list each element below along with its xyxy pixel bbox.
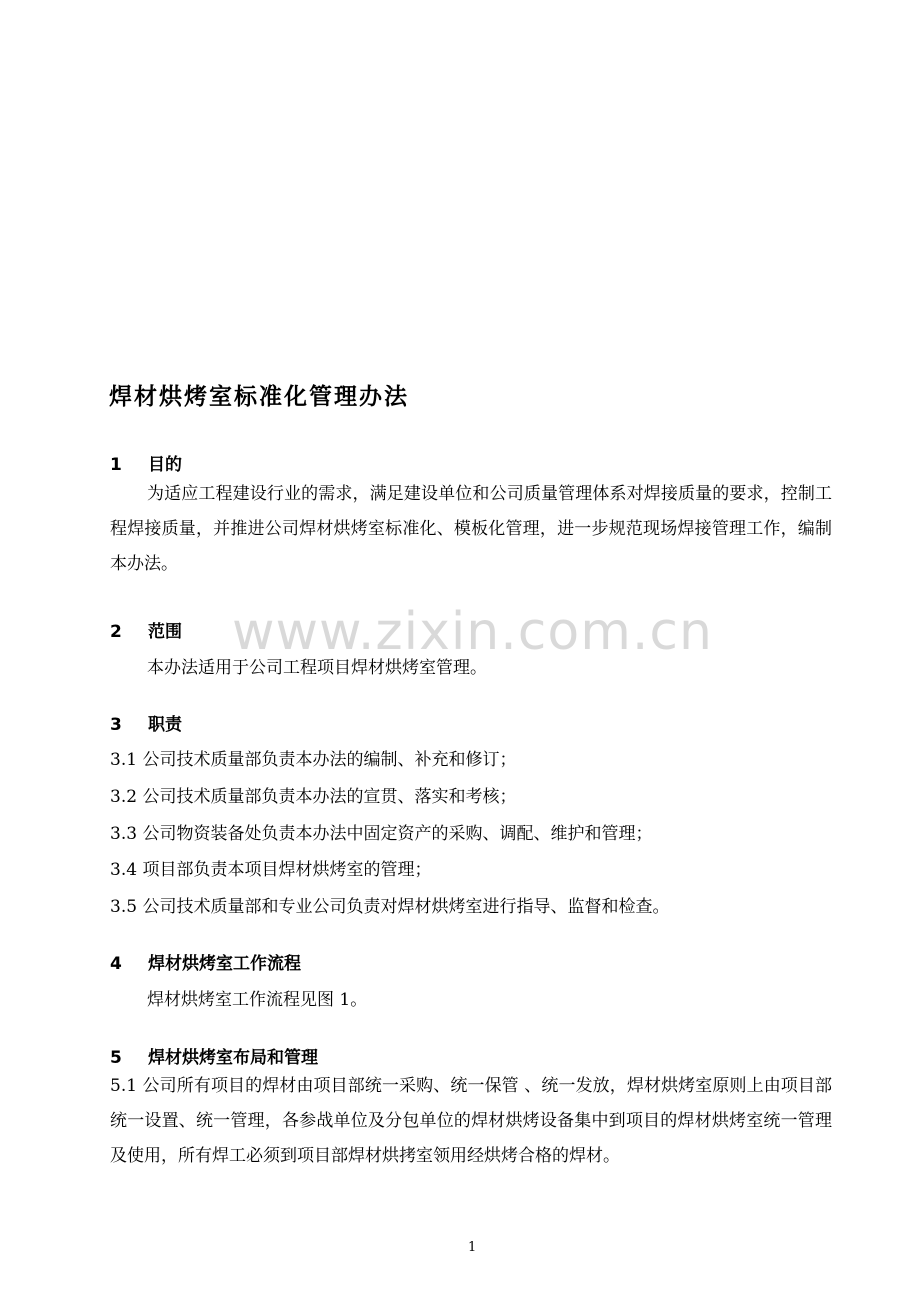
section-title: 职责 [148, 715, 182, 735]
section-title: 范围 [148, 622, 182, 642]
section-heading-layout-management [110, 1043, 318, 1068]
section-heading-purpose [110, 450, 182, 475]
section-number: 5 [110, 1048, 122, 1068]
page-number: 1 [468, 1240, 477, 1255]
document-title: 焊材烘烤室标准化管理办法 [109, 384, 409, 410]
responsibility-item: 3.3 公司物资装备处负责本办法中固定资产的采购、调配、维护和管理； [110, 824, 653, 844]
section-heading-scope [110, 617, 182, 642]
responsibility-item: 3.5 公司技术质量部和专业公司负责对焊材烘烤室进行指导、监督和检查。 [110, 897, 670, 917]
section-heading-responsibilities [110, 710, 182, 735]
section-body-scope: 本办法适用于公司工程项目焊材烘烤室管理。 [147, 658, 487, 678]
section-heading-workflow [110, 949, 301, 974]
section-number: 4 [110, 954, 122, 974]
responsibility-item: 3.4 项目部负责本项目焊材烘烤室的管理； [110, 860, 432, 880]
section-title: 目的 [148, 455, 182, 475]
responsibility-item: 3.1 公司技术质量部负责本办法的编制、补充和修订； [110, 750, 517, 770]
section-body-workflow: 焊材烘烤室工作流程见图 1。 [147, 990, 368, 1010]
section-title: 焊材烘烤室工作流程 [148, 954, 301, 974]
watermark: www.zixin.com.cn [232, 602, 713, 662]
responsibility-item: 3.2 公司技术质量部负责本办法的宣贯、落实和考核； [110, 787, 517, 807]
section-number: 3 [110, 715, 122, 735]
section-body-purpose: 为适应工程建设行业的需求，满足建设单位和公司质量管理体系对焊接质量的要求，控制工程焊接质量，并推进公司焊材烘烤室标准化、模板化管理，进一步规范现场焊接管理工作，编制本办法。 [110, 484, 832, 574]
section-body-layout-management: 5.1 公司所有项目的焊材由项目部统一采购、统一保管 、统一发放，焊材烘烤室原则上由项目部统一设置、统一管理，各参战单位及分包单位的焊材烘烤设备集中到项目的焊材烘烤室统一管理及使用，所有焊工必须到项目部焊材烘拷室领用经烘烤合格的焊材。 [110, 1076, 832, 1166]
section-number: 1 [110, 455, 122, 475]
section-title: 焊材烘烤室布局和管理 [148, 1048, 318, 1068]
section-number: 2 [110, 622, 122, 642]
